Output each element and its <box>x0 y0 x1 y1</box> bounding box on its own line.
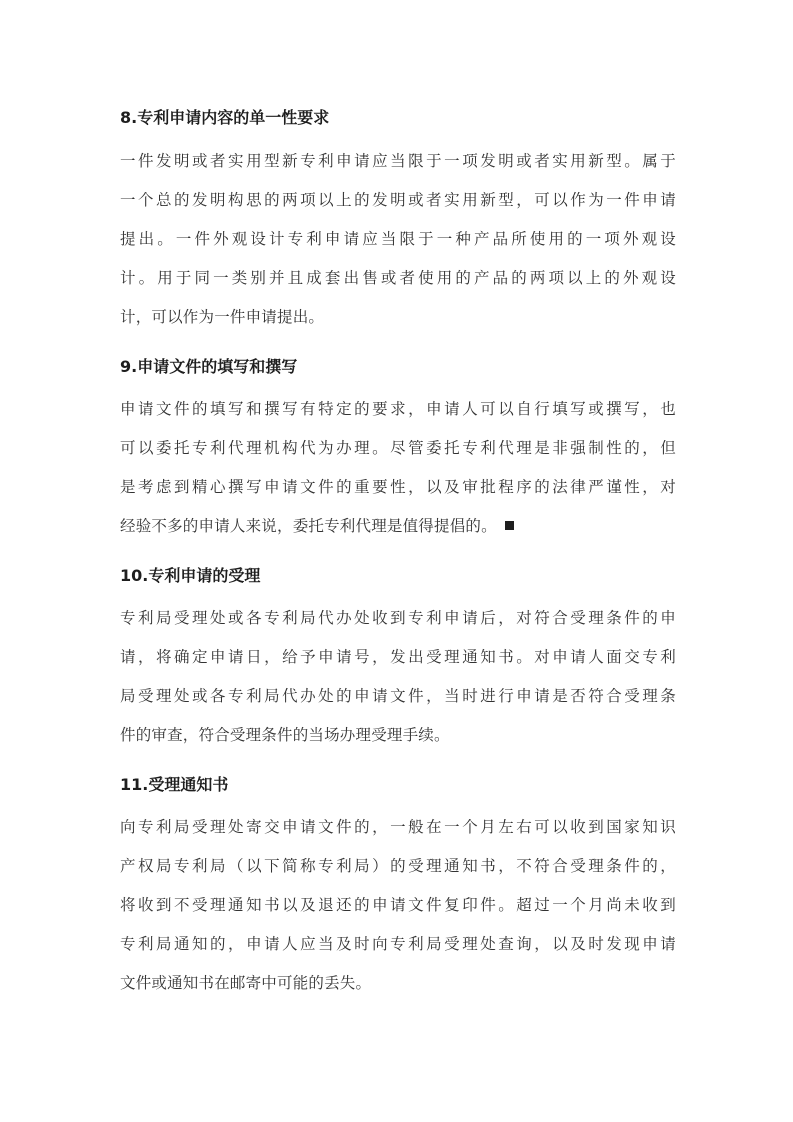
section-title: 8.专利申请内容的单一性要求 <box>120 108 330 127</box>
section-title: 11.受理通知书 <box>120 775 229 794</box>
paragraph-line-text: 经验不多的申请人来说，委托专利代理是值得提倡的。 <box>120 517 497 535</box>
paragraph-line: 一件发明或者实用型新专利申请应当限于一项发明或者实用新型。属于 <box>120 152 676 170</box>
paragraph-line-with-end-mark <box>120 515 514 537</box>
paragraph-line: 一个总的发明构思的两项以上的发明或者实用新型，可以作为一件申请 <box>120 191 676 209</box>
paragraph-line: 件的审查，符合受理条件的当场办理受理手续。 <box>120 726 450 744</box>
paragraph-line: 将收到不受理通知书以及退还的申请文件复印件。超过一个月尚未收到 <box>120 896 676 914</box>
end-square-icon <box>505 521 514 530</box>
paragraph-line: 计，可以作为一件申请提出。 <box>120 308 325 326</box>
paragraph-line: 向专利局受理处寄交申请文件的，一般在一个月左右可以收到国家知识 <box>120 818 676 836</box>
paragraph-line: 专利局受理处或各专利局代办处收到专利申请后，对符合受理条件的申 <box>120 609 676 627</box>
section-title: 10.专利申请的受理 <box>120 566 261 585</box>
paragraph-line: 申请文件的填写和撰写有特定的要求，申请人可以自行填写或撰写，也 <box>120 400 676 418</box>
paragraph-line: 是考虑到精心撰写申请文件的重要性，以及审批程序的法律严谨性，对 <box>120 478 676 496</box>
paragraph-line: 文件或通知书在邮寄中可能的丢失。 <box>120 974 372 992</box>
paragraph-line: 局受理处或各专利局代办处的申请文件，当时进行申请是否符合受理条 <box>120 687 676 705</box>
paragraph-line: 计。用于同一类别并且成套出售或者使用的产品的两项以上的外观设 <box>120 269 676 287</box>
paragraph-line: 提出。一件外观设计专利申请应当限于一种产品所使用的一项外观设 <box>120 230 676 248</box>
paragraph-line: 可以委托专利代理机构代为办理。尽管委托专利代理是非强制性的，但 <box>120 439 676 457</box>
paragraph-line: 专利局通知的，申请人应当及时向专利局受理处查询，以及时发现申请 <box>120 935 676 953</box>
section-title: 9.申请文件的填写和撰写 <box>120 357 298 376</box>
paragraph-line: 产权局专利局（以下简称专利局）的受理通知书，不符合受理条件的， <box>120 857 676 875</box>
paragraph-line: 请，将确定申请日，给予申请号，发出受理通知书。对申请人面交专利 <box>120 648 676 666</box>
